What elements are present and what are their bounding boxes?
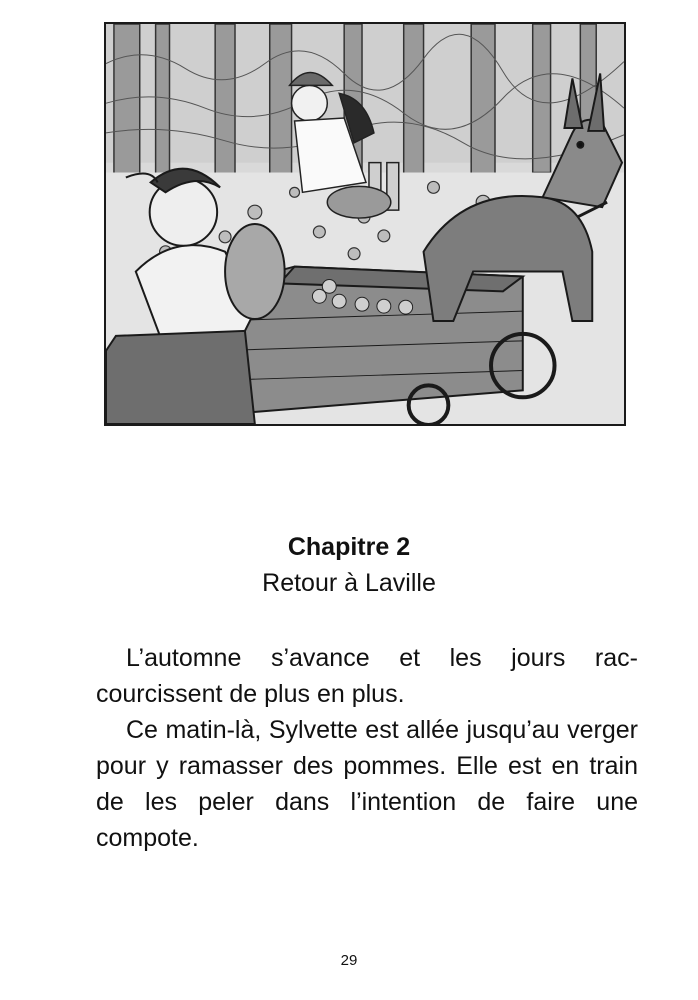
paragraph: Ce matin-là, Sylvette est allée jusqu’au verger pour y ramasser des pommes. Elle est en train de les peler dans l’intention de faire une compote. <box>96 716 638 852</box>
chapter-body-text <box>96 640 638 856</box>
orchard-scene-illustration <box>106 24 624 424</box>
paragraph: L’automne s’avance et les jours raccourcissent de plus en plus. <box>96 644 638 708</box>
chapter-title: Chapitre 2 <box>287 533 411 561</box>
chapter-illustration <box>104 22 626 426</box>
chapter-subtitle: Retour à Laville <box>262 569 436 597</box>
page-number: 29 <box>340 952 358 969</box>
